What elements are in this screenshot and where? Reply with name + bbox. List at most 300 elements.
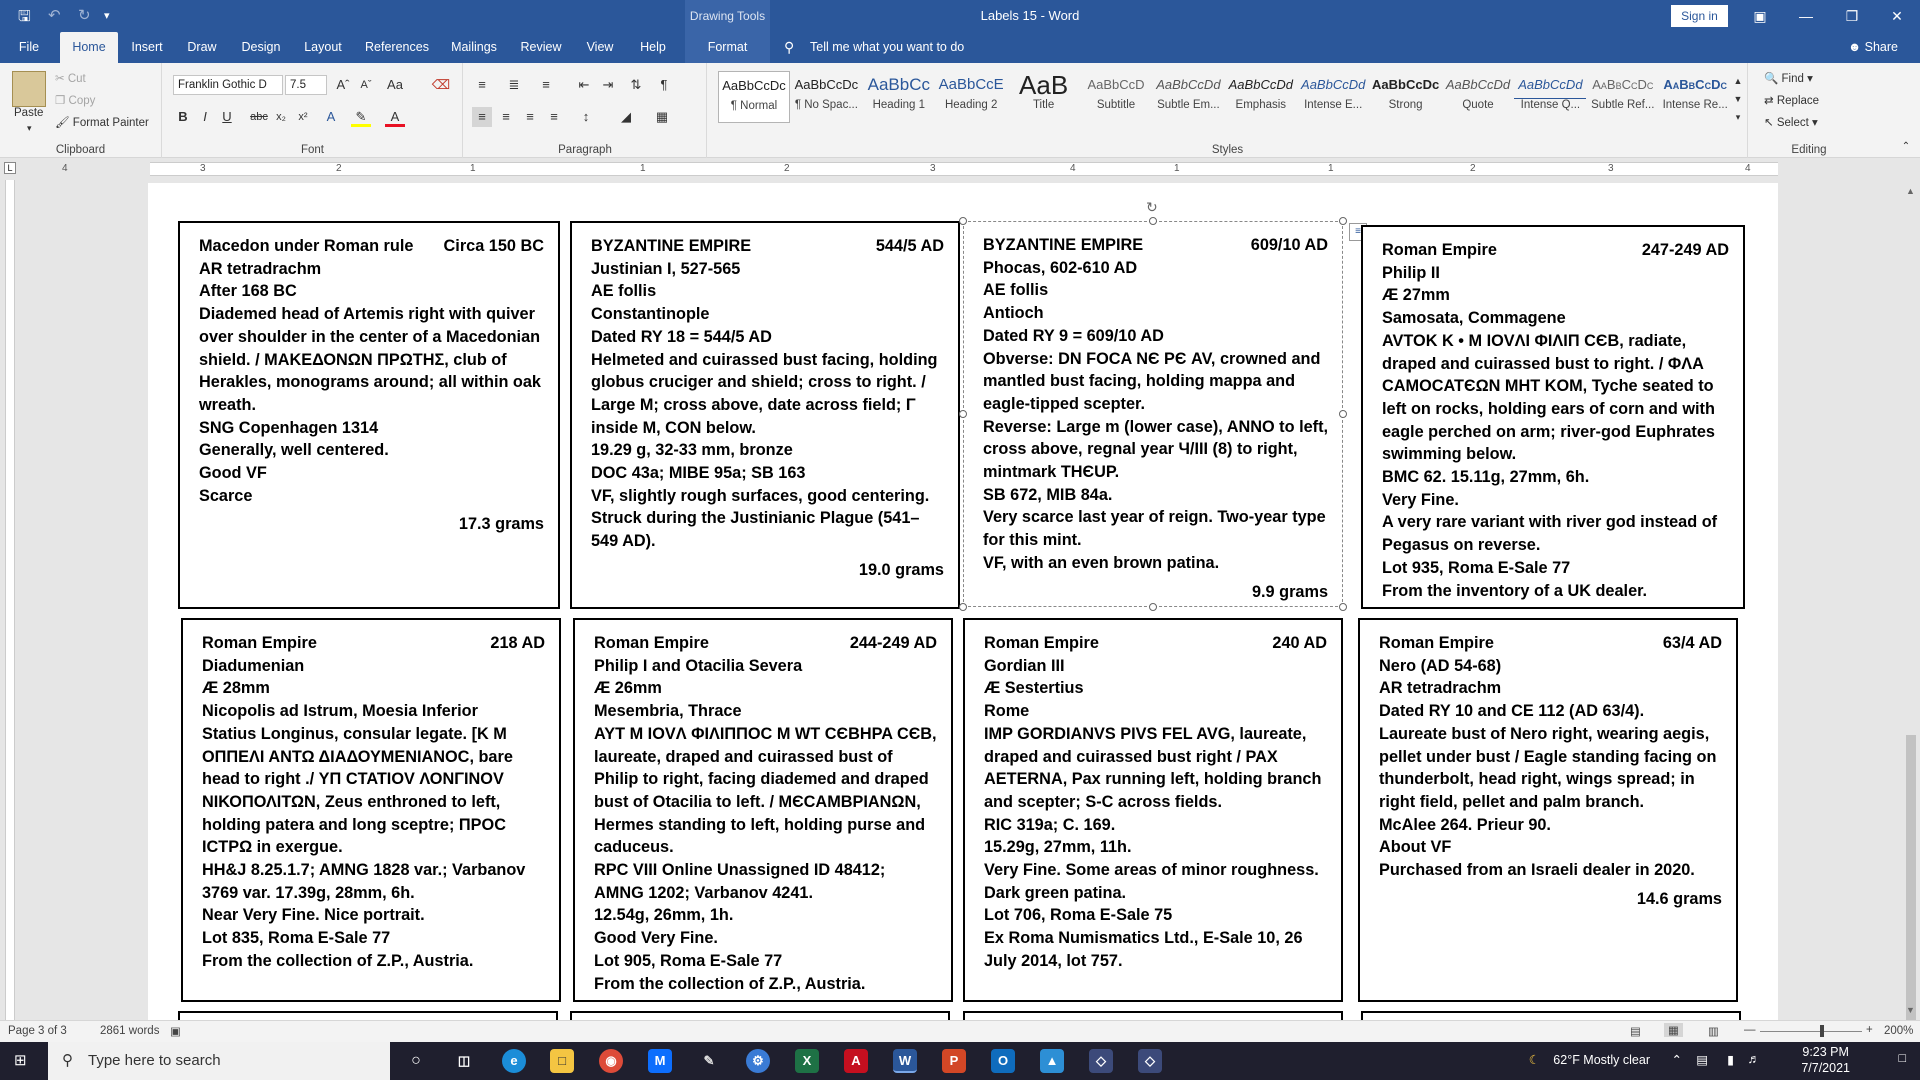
notifications-icon[interactable]: □	[1898, 1051, 1906, 1065]
read-mode-icon[interactable]: ▤	[1630, 1026, 1641, 1038]
coin-label-card[interactable]	[178, 221, 560, 609]
status-bar	[0, 1020, 1920, 1042]
label-line: Nero (AD 54-68)	[1379, 656, 1502, 675]
label-line: mintmark THЄUP.	[983, 463, 1120, 482]
proofing-icon[interactable]: ▣	[170, 1026, 181, 1038]
bullets-icon[interactable]: ≡	[478, 77, 486, 92]
app-icon[interactable]: ✎	[703, 1053, 715, 1068]
style-preview: AaB	[1019, 71, 1069, 99]
label-line: laureate, draped and cuirassed bust of	[594, 747, 893, 766]
ruler-number: 3	[1608, 163, 1614, 174]
label-line: Dark green patina.	[984, 883, 1127, 902]
app2-icon[interactable]: ◇	[1089, 1049, 1113, 1073]
style-6[interactable]	[1152, 71, 1224, 123]
tab-draw[interactable]: Draw	[187, 40, 217, 54]
style-name: ¶ Normal	[730, 100, 778, 112]
strikethrough-icon[interactable]: abc	[250, 111, 268, 123]
close-icon[interactable]: ✕	[1891, 8, 1903, 24]
clock-date: 7/7/2021	[1801, 1061, 1850, 1075]
label-line: Samosata, Commagene	[1382, 309, 1566, 328]
minimize-icon[interactable]: —	[1799, 8, 1813, 24]
layout-options-icon[interactable]: ≡	[1349, 223, 1367, 241]
word-icon[interactable]: W	[893, 1049, 917, 1073]
style-preview: AaBbCcDc	[1592, 77, 1654, 92]
style-name: Title	[1032, 99, 1055, 111]
customize-qat-icon[interactable]: ▾	[104, 10, 110, 22]
acrobat-icon[interactable]: A	[844, 1049, 868, 1073]
style-0[interactable]	[718, 71, 790, 123]
horizontal-ruler	[0, 158, 1920, 180]
sort-icon[interactable]: ⇅	[630, 77, 642, 92]
label-line: Helmeted and cuirassed bust facing, holding	[591, 350, 938, 369]
cortana-icon[interactable]: ○	[411, 1052, 421, 1069]
change-case-icon[interactable]: Aa	[387, 77, 403, 92]
label-line: over shoulder in the center of a Macedonian	[199, 327, 541, 346]
photos-icon[interactable]: ▲	[1040, 1049, 1064, 1073]
label-line: Struck during the Justinianic Plague (541–	[591, 509, 920, 528]
label-line: AMNG 1202; Varbanov 4241.	[594, 883, 813, 902]
bold-icon[interactable]: B	[178, 109, 188, 124]
restore-icon[interactable]: ❐	[1845, 8, 1859, 24]
style-preview: AaBbCc	[867, 75, 930, 94]
label-date: 609/10 AD	[1250, 236, 1328, 254]
label-date: 244-249 AD	[849, 634, 937, 652]
label-line: RIC 319a; C. 169.	[984, 815, 1116, 834]
select-button[interactable]: ↖ Select ▾	[1764, 117, 1818, 129]
line-spacing-icon[interactable]: ↕	[582, 109, 590, 124]
label-title: Roman Empire	[1379, 634, 1494, 652]
label-line: Æ 27mm	[1382, 286, 1450, 305]
edge-icon[interactable]: e	[502, 1049, 526, 1073]
clock-time: 9:23 PM	[1802, 1045, 1849, 1059]
label-line: Ex Roma Numismatics Ltd., E-Sale 10, 26	[984, 929, 1303, 948]
highlight-icon[interactable]: ✎	[351, 107, 371, 127]
tab-home[interactable]: Home	[60, 32, 118, 63]
label-line: Lot 835, Roma E-Sale 77	[202, 929, 391, 948]
zoom-slider-thumb[interactable]	[1820, 1025, 1824, 1037]
resize-handle[interactable]	[1149, 217, 1157, 225]
label-weight: 9.9 grams	[1251, 582, 1328, 601]
redo-icon[interactable]: ↻	[78, 7, 91, 24]
print-layout-icon[interactable]: ▦	[1664, 1023, 1683, 1037]
resize-handle[interactable]	[959, 410, 967, 418]
web-layout-icon[interactable]: ▥	[1708, 1026, 1719, 1038]
style-preview: AaBbCcDd	[1514, 71, 1586, 99]
tab-format[interactable]: Format	[685, 32, 770, 63]
paragraph-label: Paragraph	[558, 144, 612, 156]
ruler-number: 2	[1470, 163, 1476, 174]
label-title: Roman Empire	[984, 634, 1099, 652]
font-color-icon[interactable]: A	[385, 107, 405, 127]
ruler-number: 1	[640, 163, 646, 174]
label-title: Roman Empire	[1382, 241, 1497, 259]
taskbar-search-placeholder: Type here to search	[88, 1052, 221, 1069]
task-view-icon[interactable]: ◫	[457, 1053, 471, 1068]
label-title: Roman Empire	[202, 634, 317, 652]
label-line: AETERNA, Pax running left, holding branch	[984, 770, 1322, 789]
style-preview: AaBbCcDc	[722, 78, 786, 93]
style-name: Heading 1	[872, 99, 926, 111]
align-left-icon[interactable]: ≡	[472, 107, 492, 127]
label-date: 218 AD	[490, 634, 545, 652]
coin-label-card[interactable]	[1361, 225, 1745, 609]
ruler-number: 4	[1070, 163, 1076, 174]
label-line: AR tetradrachm	[1379, 679, 1502, 698]
style-5[interactable]	[1080, 71, 1152, 123]
tab-design[interactable]: Design	[241, 40, 281, 54]
usb-icon[interactable]: ▮	[1727, 1053, 1734, 1067]
replace-button[interactable]: ⇄ Replace	[1764, 95, 1820, 107]
align-right-icon[interactable]: ≡	[526, 109, 534, 124]
taskbar-search[interactable]	[48, 1042, 390, 1080]
clipboard-label: Clipboard	[55, 144, 106, 156]
label-line: thunderbolt, head right, wings spread; in	[1379, 770, 1695, 789]
label-line: DOC 43a; MIBE 95a; SB 163	[591, 464, 806, 483]
clock[interactable]	[1801, 1044, 1850, 1076]
font-group	[163, 63, 463, 158]
show-hidden-icon[interactable]: ⌃	[1671, 1053, 1682, 1067]
style-preview: AaBbCcDc	[794, 77, 859, 92]
styles-label: Styles	[1211, 144, 1244, 156]
style-preview: AaBbCcDc	[1663, 77, 1727, 92]
numbering-icon[interactable]: ≣	[508, 77, 520, 92]
editing-label: Editing	[1791, 144, 1827, 156]
document-title: Labels 15 - Word	[980, 8, 1080, 23]
coin-label-card[interactable]	[963, 618, 1343, 1002]
tab-view[interactable]: View	[586, 40, 614, 54]
tab-file[interactable]: File	[18, 40, 40, 54]
label-line: Dated RY 9 = 609/10 AD	[983, 326, 1164, 345]
ruler-number: 1	[470, 163, 476, 174]
label-line: caduceus.	[594, 838, 674, 857]
paste-button[interactable]: Paste	[14, 107, 44, 119]
undo-icon[interactable]: ↶	[48, 7, 61, 24]
ruler-number: 4	[1745, 163, 1751, 174]
style-10[interactable]	[1442, 71, 1514, 123]
resize-handle[interactable]	[1149, 603, 1157, 611]
italic-icon[interactable]: I	[203, 109, 207, 124]
style-11[interactable]	[1514, 71, 1586, 123]
scroll-up-icon[interactable]: ▲	[1906, 186, 1915, 196]
font-label: Font	[300, 144, 324, 156]
vertical-ruler	[0, 180, 18, 1020]
zoom-in-icon[interactable]: +	[1866, 1024, 1873, 1036]
zoom-out-icon[interactable]: —	[1744, 1024, 1756, 1036]
increase-indent-icon[interactable]: ⇥	[602, 77, 614, 92]
label-line: Lot 905, Roma E-Sale 77	[594, 951, 783, 970]
label-line: Antioch	[983, 304, 1044, 323]
tell-me-search[interactable]: Tell me what you want to do	[810, 40, 965, 54]
coin-label-card[interactable]	[570, 221, 960, 609]
style-name: Intense Re...	[1662, 99, 1728, 111]
find-button[interactable]: 🔍 Find ▾	[1764, 73, 1813, 85]
style-12[interactable]	[1587, 71, 1659, 123]
magnifier-icon: 🔍	[1764, 73, 1782, 85]
style-3[interactable]	[935, 71, 1007, 123]
style-8[interactable]	[1297, 71, 1369, 123]
label-line: Æ 26mm	[594, 679, 662, 698]
label-line: 549 AD).	[591, 532, 656, 551]
style-1[interactable]	[790, 71, 862, 123]
paste-icon[interactable]	[12, 71, 46, 107]
tab-references[interactable]: References	[365, 40, 429, 54]
label-line: Near Very Fine. Nice portrait.	[202, 906, 425, 925]
person-icon: ☻	[1848, 40, 1865, 54]
label-title: BYZANTINE EMPIRE	[591, 237, 752, 255]
label-header	[202, 632, 545, 655]
format-painter-button[interactable]: 🖌 Format Painter	[55, 117, 149, 129]
ribbon-display-icon[interactable]: ▣	[1753, 8, 1767, 24]
label-line: draped and cuirassed bust to right. / ΦΛΑ	[1382, 354, 1704, 373]
font-size-select[interactable]: 7.5	[285, 75, 327, 95]
drawing-tools-context: Drawing Tools	[685, 0, 770, 32]
style-2[interactable]	[863, 71, 935, 123]
sign-in-button[interactable]: Sign in	[1671, 5, 1728, 27]
copy-button[interactable]: ❐ Copy	[55, 95, 96, 107]
ruler-strip[interactable]	[62, 162, 1778, 176]
label-line: 3769 var. 17.39g, 28mm, 6h.	[202, 883, 415, 902]
scroll-thumb[interactable]	[1906, 735, 1916, 1035]
resize-handle[interactable]	[959, 217, 967, 225]
styles-scroll-up-icon[interactable]: ▲	[1733, 76, 1743, 86]
resize-handle[interactable]	[1339, 410, 1347, 418]
label-line: Mesembria, Thrace	[594, 702, 742, 721]
label-line: wreath.	[199, 395, 257, 414]
label-header	[1382, 239, 1729, 262]
file-explorer-icon[interactable]: □	[550, 1049, 574, 1073]
styles-more-icon[interactable]: ▾	[1735, 112, 1741, 122]
shrink-font-icon[interactable]: Aˇ	[360, 79, 372, 91]
style-9[interactable]	[1370, 71, 1442, 123]
styles-scroll-down-icon[interactable]: ▼	[1733, 94, 1743, 104]
coin-label-card[interactable]	[573, 618, 953, 1002]
powerpoint-icon[interactable]: P	[942, 1049, 966, 1073]
underline-icon[interactable]: U	[222, 109, 232, 124]
label-line: RPC VIII Online Unassigned ID 48412;	[594, 861, 886, 880]
tab-insert[interactable]: Insert	[131, 40, 163, 54]
ruler-number: 3	[200, 163, 206, 174]
clear-formatting-icon[interactable]: ⌫	[431, 77, 451, 92]
label-title: BYZANTINE EMPIRE	[983, 236, 1144, 254]
label-line: holding patera and long sceptre; ΠΡΟC	[202, 815, 506, 834]
zoom-level[interactable]: 200%	[1884, 1025, 1914, 1037]
page-count[interactable]: Page 3 of 3	[8, 1025, 67, 1037]
style-4[interactable]	[1008, 71, 1080, 123]
malwarebytes-icon[interactable]: M	[648, 1049, 672, 1073]
chrome-icon[interactable]: ◉	[599, 1049, 623, 1073]
label-line: 12.54g, 26mm, 1h.	[594, 906, 734, 925]
app3-icon[interactable]: ◇	[1138, 1049, 1162, 1073]
label-line: AYT M IOVΛ ΦIΛIΠΠOC M WT CЄBHPA CЄB,	[594, 724, 937, 743]
style-name: Subtitle	[1096, 99, 1136, 111]
ruler-number: 3	[930, 163, 936, 174]
shading-icon[interactable]: ◢	[621, 109, 631, 124]
label-line: ΝΙΚΟΠΟΛΙΤΩΝ, Zeus enthroned to left,	[202, 792, 501, 811]
label-line: Diademed head of Artemis right with quiver	[199, 305, 535, 324]
label-line: AE follis	[591, 282, 657, 301]
label-line: Philip I and Otacilia Severa	[594, 656, 803, 675]
label-line: AR tetradrachm	[199, 259, 322, 278]
label-line: Diadumenian	[202, 656, 305, 675]
label-line: 19.29 g, 32-33 mm, bronze	[591, 441, 793, 460]
label-line: Laureate bust of Nero right, wearing aegis,	[1379, 724, 1710, 743]
label-line: bust of Otacilia to left. / ΜЄCAMBPIANΩN,	[594, 792, 921, 811]
label-date: Circa 150 BC	[443, 237, 544, 255]
scroll-down-icon[interactable]: ▼	[1906, 1005, 1915, 1015]
label-line: Very Fine. Some areas of minor roughness.	[984, 861, 1319, 880]
weather-text[interactable]: 62°F Mostly clear	[1553, 1053, 1650, 1067]
subscript-icon[interactable]: x₂	[276, 111, 286, 123]
font-name-select[interactable]: Franklin Gothic D	[173, 75, 283, 95]
label-line: ΟΠΠΕΛΙ ΑΝΤΩ ΔΙΑΔΟΥΜΕΝΙΑΝΟC, bare	[202, 747, 513, 766]
zoom-slider[interactable]	[1760, 1031, 1862, 1032]
styles-group	[708, 63, 1748, 158]
label-line: Obverse: DN FOCA NЄ PЄ AV, crowned and	[983, 349, 1321, 368]
label-header	[199, 235, 544, 258]
cut-button[interactable]: ✂ Cut	[55, 73, 86, 85]
coin-label-card[interactable]	[1358, 618, 1738, 1002]
tab-selector-icon[interactable]: L	[4, 162, 16, 174]
excel-icon[interactable]: X	[795, 1049, 819, 1073]
style-name: Subtle Ref...	[1591, 99, 1655, 111]
label-line: Gordian III	[984, 656, 1065, 675]
style-name: Quote	[1462, 99, 1494, 111]
coin-label-card[interactable]	[181, 618, 561, 1002]
tab-mailings[interactable]: Mailings	[451, 40, 497, 54]
label-line: Phocas, 602-610 AD	[983, 258, 1138, 277]
style-name: Heading 2	[944, 99, 998, 111]
label-line: head to right ./ ΥΠ CTATIOV ΛΟΝΓΙΝΟV	[202, 770, 504, 789]
windows-start-icon[interactable]: ⊞	[14, 1052, 27, 1069]
justify-icon[interactable]: ≡	[550, 109, 558, 124]
decrease-indent-icon[interactable]: ⇤	[578, 77, 590, 92]
label-header	[591, 235, 944, 258]
resize-handle[interactable]	[1339, 603, 1347, 611]
style-name: Subtle Em...	[1157, 99, 1220, 111]
network-icon[interactable]: ▤	[1696, 1053, 1708, 1067]
label-line: inside M, CON below.	[591, 418, 756, 437]
label-line: Æ 28mm	[202, 679, 270, 698]
scissors-icon: ✂	[55, 73, 68, 85]
label-line: Statius Longinus, consular legate. [K M	[202, 724, 507, 743]
label-line: Lot 706, Roma E-Sale 75	[984, 906, 1173, 925]
label-line: VF, slightly rough surfaces, good centering.	[591, 486, 930, 505]
style-name: Emphasis	[1235, 99, 1287, 111]
collapse-ribbon-icon[interactable]: ⌃	[1901, 141, 1911, 152]
volume-icon[interactable]: ♬	[1747, 1052, 1760, 1066]
label-line: Reverse: Large m (lower case), ANNO to left,	[983, 417, 1329, 436]
style-13[interactable]	[1659, 71, 1731, 123]
label-line: Dated RY 10 and CE 112 (AD 63/4).	[1379, 702, 1645, 721]
share-label: Share	[1864, 40, 1898, 54]
label-line: 15.29g, 27mm, 11h.	[984, 838, 1132, 857]
label-line: Æ Sestertius	[984, 679, 1084, 698]
superscript-icon[interactable]: x²	[298, 111, 308, 123]
label-line: Very scarce last year of reign. Two-year type	[983, 508, 1326, 527]
resize-handle[interactable]	[1339, 217, 1347, 225]
taskbar	[0, 1042, 1920, 1080]
title-bar	[0, 0, 1920, 32]
ruler-number: 4	[62, 163, 68, 174]
label-header	[983, 234, 1328, 257]
label-line: Pegasus on reverse.	[1382, 536, 1541, 555]
style-name: Strong	[1388, 99, 1423, 111]
label-line: BMC 62. 15.11g, 27mm, 6h.	[1382, 468, 1590, 487]
settings-icon[interactable]: ⚙	[746, 1049, 770, 1073]
label-line: Dated RY 18 = 544/5 AD	[591, 327, 772, 346]
resize-handle[interactable]	[959, 603, 967, 611]
tab-layout[interactable]: Layout	[304, 40, 342, 54]
label-header	[1379, 632, 1722, 655]
label-line: for this mint.	[983, 531, 1082, 550]
label-line: Rome	[984, 702, 1030, 721]
label-line: and scepter; S-C across fields.	[984, 792, 1222, 811]
style-name: ¶ No Spac...	[794, 99, 858, 111]
pilcrow-icon[interactable]: ¶	[660, 77, 668, 92]
label-line: From the collection of Z.P., Austria.	[594, 974, 866, 993]
grow-font-icon[interactable]: Aˆ	[336, 77, 350, 92]
outlook-icon[interactable]: O	[991, 1049, 1015, 1073]
clipboard-group: Paste ▾ ✂ Cut ❐ Copy 🖌 Format Painter Clipboard	[0, 63, 162, 158]
label-date: 544/5 AD	[875, 237, 944, 255]
label-line: Large M; cross above, date across field; Γ	[591, 395, 916, 414]
label-line: SNG Copenhagen 1314	[199, 418, 379, 437]
label-weight: 14.6 grams	[1636, 889, 1722, 908]
label-line: HH&J 8.25.1.7; AMNG 1828 var.; Varbanov	[202, 861, 526, 880]
ruler-number: 2	[784, 163, 790, 174]
label-line: Good VF	[199, 464, 267, 483]
label-header	[594, 632, 937, 655]
text-effects-icon[interactable]: A	[326, 109, 336, 124]
document-page[interactable]	[148, 183, 1778, 1020]
multilevel-list-icon[interactable]: ≡	[542, 77, 550, 92]
label-line: Good Very Fine.	[594, 929, 718, 948]
ruler-number: 1	[1174, 163, 1180, 174]
save-icon[interactable]: 🖫	[18, 8, 31, 25]
label-line: Justinian I, 527-565	[591, 259, 741, 278]
tab-help[interactable]: Help	[640, 40, 666, 54]
label-line: Philip to right, facing diademed and draped	[594, 770, 929, 789]
ribbon	[0, 63, 1920, 158]
style-preview: AaBbCcD	[1087, 77, 1145, 92]
vertical-scrollbar[interactable]	[1902, 180, 1920, 1020]
share-button[interactable]	[1848, 32, 1898, 63]
label-line: AVTOK K • M IOVΛI ΦIΛIΠ CЄB, radiate,	[1382, 331, 1687, 350]
style-preview: AaBbCcDd	[1301, 77, 1366, 92]
style-preview: AaBbCcE	[938, 76, 1004, 93]
style-preview: AaBbCcDd	[1445, 77, 1511, 92]
label-line: Nicopolis ad Istrum, Moesia Inferior	[202, 702, 478, 721]
tab-review[interactable]: Review	[520, 40, 562, 54]
rotate-handle-icon[interactable]: ↻	[1146, 199, 1158, 215]
coin-label-card[interactable]	[963, 221, 1343, 607]
label-line: After 168 BC	[199, 282, 297, 301]
align-center-icon[interactable]: ≡	[502, 109, 510, 124]
label-date: 63/4 AD	[1662, 634, 1722, 652]
label-line: Scarce	[199, 486, 253, 505]
paragraph-group	[464, 63, 707, 158]
style-preview: AaBbCcDd	[1156, 77, 1221, 92]
word-count[interactable]: 2861 words	[100, 1025, 160, 1037]
label-line: globus cruciger and shield; cross to right. /	[591, 373, 926, 392]
brush-icon: 🖌	[55, 117, 73, 129]
style-7[interactable]	[1225, 71, 1297, 123]
label-line: eagle perched on arm; river-god Euphrates	[1382, 422, 1715, 441]
borders-icon[interactable]: ▦	[655, 109, 669, 124]
editing-group	[1749, 63, 1869, 158]
label-title: Roman Empire	[594, 634, 709, 652]
label-line: Lot 935, Roma E-Sale 77	[1382, 558, 1571, 577]
